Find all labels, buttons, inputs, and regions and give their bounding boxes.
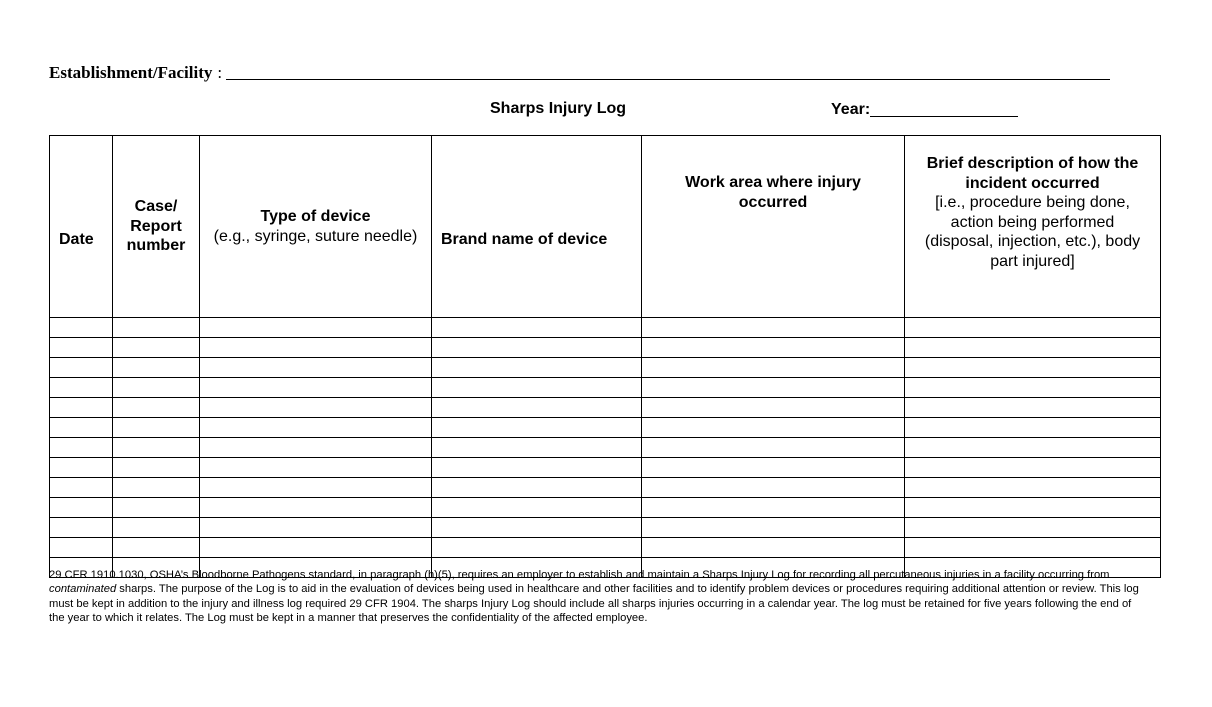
desc-header-line-1: Brief description of how the (926, 155, 1139, 172)
table-cell[interactable] (432, 458, 642, 478)
table-cell[interactable] (905, 458, 1161, 478)
table-cell[interactable] (642, 438, 905, 458)
table-cell[interactable] (432, 318, 642, 338)
table-row (50, 498, 1161, 518)
table-cell[interactable] (432, 398, 642, 418)
table-cell[interactable] (905, 318, 1161, 338)
table-cell[interactable] (113, 358, 200, 378)
table-cell[interactable] (905, 338, 1161, 358)
case-header-line-3: number (126, 237, 186, 255)
case-header-line-2: Report (130, 217, 182, 235)
table-cell[interactable] (50, 518, 113, 538)
desc-header-line-2: incident occurred (965, 174, 1100, 192)
table-cell[interactable] (113, 478, 200, 498)
establishment-colon: : (217, 63, 223, 82)
table-cell[interactable] (200, 478, 432, 498)
table-cell[interactable] (432, 338, 642, 358)
table-cell[interactable] (642, 478, 905, 498)
table-cell[interactable] (200, 398, 432, 418)
table-cell[interactable] (905, 398, 1161, 418)
work-header-line-1: Work area where injury (685, 174, 861, 191)
table-cell[interactable] (113, 318, 200, 338)
table-cell[interactable] (905, 538, 1161, 558)
table-cell[interactable] (200, 538, 432, 558)
establishment-facility-field (49, 62, 1110, 83)
table-cell[interactable] (905, 358, 1161, 378)
desc-header-note-2: action being performed (950, 213, 1115, 231)
table-cell[interactable] (50, 478, 113, 498)
column-header-brand-name (432, 136, 642, 318)
table-row (50, 398, 1161, 418)
brand-header-label: Brand name of device (441, 231, 608, 249)
table-cell[interactable] (905, 498, 1161, 518)
table-cell[interactable] (113, 518, 200, 538)
table-cell[interactable] (642, 418, 905, 438)
table-cell[interactable] (642, 358, 905, 378)
table-cell[interactable] (50, 538, 113, 558)
table-cell[interactable] (113, 458, 200, 478)
table-cell[interactable] (905, 418, 1161, 438)
table-cell[interactable] (642, 378, 905, 398)
table-cell[interactable] (432, 438, 642, 458)
table-cell[interactable] (113, 418, 200, 438)
table-cell[interactable] (113, 338, 200, 358)
table-cell[interactable] (642, 458, 905, 478)
table-row (50, 338, 1161, 358)
table-cell[interactable] (200, 358, 432, 378)
type-header-note: (e.g., syringe, suture needle) (213, 227, 418, 245)
footnote-text-part-2: sharps. The purpose of the Log is to aid in the evaluation of devices being used in healthcare and other facilities and to identify problem devices or procedures requiring additional attention or review. This log must be kept in addition to the injury and illness log required 29 CFR 1904. The sharps Injury Log should include all sharps injuries occurring in a calendar year. The log must be retained for five years following the end of the year to which it relates. The Log must be kept in a manner that preserves the confidentiality of the affected employee. (49, 583, 1139, 624)
table-cell[interactable] (50, 378, 113, 398)
table-row (50, 458, 1161, 478)
desc-header-note-4: part injured] (990, 252, 1075, 270)
column-header-case-number (113, 136, 200, 318)
case-header-line-1: Case/ (134, 198, 178, 216)
column-header-date (50, 136, 113, 318)
table-cell[interactable] (50, 498, 113, 518)
table-cell[interactable] (432, 358, 642, 378)
regulation-footnote (49, 568, 1149, 625)
table-cell[interactable] (200, 458, 432, 478)
year-label: Year: (831, 101, 871, 118)
table-cell[interactable] (50, 318, 113, 338)
column-header-description (905, 136, 1161, 318)
year-field (831, 100, 1018, 119)
table-cell[interactable] (113, 538, 200, 558)
table-cell[interactable] (200, 378, 432, 398)
table-row (50, 418, 1161, 438)
desc-header-note-1: [i.e., procedure being done, (935, 194, 1130, 211)
table-cell[interactable] (113, 498, 200, 518)
page-title: Sharps Injury Log (490, 100, 627, 117)
table-body (50, 318, 1161, 578)
table-cell[interactable] (200, 418, 432, 438)
table-cell[interactable] (200, 498, 432, 518)
table-cell[interactable] (642, 318, 905, 338)
table-cell[interactable] (642, 398, 905, 418)
table-cell[interactable] (50, 418, 113, 438)
column-header-device-type (200, 136, 432, 318)
establishment-label: Establishment/Facility (49, 63, 213, 82)
table-header-row (50, 136, 1161, 318)
table-cell[interactable] (905, 438, 1161, 458)
table-cell[interactable] (905, 478, 1161, 498)
establishment-input-line[interactable] (226, 62, 1110, 80)
table-cell[interactable] (642, 538, 905, 558)
sharps-injury-log-table (49, 135, 1161, 578)
table-cell[interactable] (642, 518, 905, 538)
table-cell[interactable] (113, 438, 200, 458)
table-cell[interactable] (50, 358, 113, 378)
table-row (50, 478, 1161, 498)
work-header-line-2: occurred (738, 193, 808, 211)
table-row (50, 358, 1161, 378)
footnote-italic-word: contaminated (49, 583, 117, 596)
year-input-line[interactable] (870, 100, 1018, 117)
table-cell[interactable] (50, 458, 113, 478)
table-row (50, 318, 1161, 338)
table-cell[interactable] (200, 318, 432, 338)
table-cell[interactable] (200, 338, 432, 358)
table-cell[interactable] (905, 518, 1161, 538)
table-cell[interactable] (432, 418, 642, 438)
table-cell[interactable] (432, 518, 642, 538)
table-cell[interactable] (905, 378, 1161, 398)
table-cell[interactable] (50, 338, 113, 358)
table-cell[interactable] (113, 378, 200, 398)
type-header-title: Type of device (260, 208, 371, 225)
desc-header-note-3: (disposal, injection, etc.), body (924, 233, 1141, 250)
date-header-label: Date (59, 231, 94, 249)
table-cell[interactable] (432, 498, 642, 518)
table-row (50, 518, 1161, 538)
table-row (50, 538, 1161, 558)
footnote-text-part-1: 29 CFR 1910.1030, OSHA’s Bloodborne Pathogens standard, in paragraph (h)(5), requires an employer to establish and maintain a Sharps Injury Log for recording all percutaneous injuries in a facility occurring from (49, 569, 1110, 581)
table-cell[interactable] (50, 398, 113, 418)
column-header-work-area (642, 136, 905, 318)
table-row (50, 438, 1161, 458)
table-cell[interactable] (432, 378, 642, 398)
table-cell[interactable] (113, 398, 200, 418)
table-cell[interactable] (200, 438, 432, 458)
table-cell[interactable] (432, 478, 642, 498)
table-cell[interactable] (432, 538, 642, 558)
table-cell[interactable] (50, 438, 113, 458)
table-cell[interactable] (642, 338, 905, 358)
table-cell[interactable] (200, 518, 432, 538)
table-cell[interactable] (642, 498, 905, 518)
table-row (50, 378, 1161, 398)
